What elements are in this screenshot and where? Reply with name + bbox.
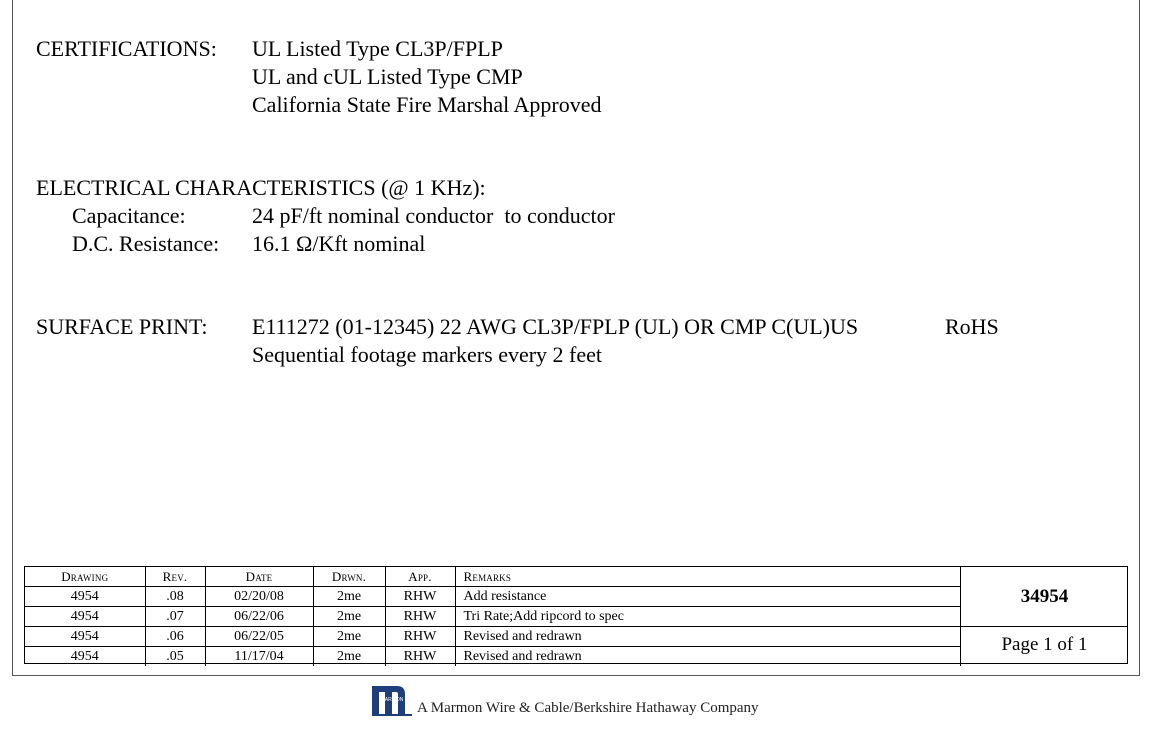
- cell-drawing: 4954: [25, 647, 145, 667]
- header-drwn: Drwn.: [313, 567, 385, 587]
- certification-item: California State Fire Marshal Approved: [252, 92, 602, 117]
- table-row: [25, 607, 961, 627]
- cell-date: 11/17/04: [205, 647, 313, 667]
- cell-remarks: Revised and redrawn: [455, 627, 961, 647]
- cell-rev: .06: [145, 627, 205, 647]
- certifications-label: CERTIFICATIONS:: [36, 36, 217, 61]
- resistance-label: D.C. Resistance:: [72, 231, 220, 256]
- cell-app: RHW: [385, 647, 455, 667]
- title-block: [960, 567, 1128, 663]
- company-tagline: A Marmon Wire & Cable/Berkshire Hathaway Company: [417, 700, 759, 716]
- header-date: Date: [205, 567, 313, 587]
- cell-drwn: 2me: [313, 647, 385, 667]
- cell-date: 06/22/05: [205, 627, 313, 647]
- capacitance-label: Capacitance:: [72, 203, 186, 228]
- revision-block: [24, 566, 1128, 664]
- revision-header-row: [25, 567, 961, 587]
- cell-date: 02/20/08: [205, 587, 313, 607]
- surface-print-line2: Sequential footage markers every 2 feet: [252, 342, 603, 367]
- cell-rev: .07: [145, 607, 205, 627]
- cell-remarks: Add resistance: [455, 587, 961, 607]
- cell-app: RHW: [385, 587, 455, 607]
- certification-item: UL Listed Type CL3P/FPLP: [252, 36, 503, 61]
- surface-print-label: SURFACE PRINT:: [36, 314, 208, 339]
- header-rev: Rev.: [145, 567, 205, 587]
- header-remarks: Remarks: [455, 567, 961, 587]
- drawing-number: 34954: [961, 567, 1128, 627]
- page-indicator: Page 1 of 1: [1001, 633, 1088, 655]
- cell-drwn: 2me: [313, 587, 385, 607]
- cell-remarks: Revised and redrawn: [455, 647, 961, 667]
- header-app: App.: [385, 567, 455, 587]
- logo-text: MARMON: [380, 697, 404, 703]
- table-row: [25, 587, 961, 607]
- cell-rev: .08: [145, 587, 205, 607]
- cell-drwn: 2me: [313, 627, 385, 647]
- capacitance-value: 24 pF/ft nominal conductor to conductor: [252, 203, 615, 228]
- certification-item: UL and cUL Listed Type CMP: [252, 64, 523, 89]
- cell-remarks: Tri Rate;Add ripcord to spec: [455, 607, 961, 627]
- cell-app: RHW: [385, 627, 455, 647]
- cell-rev: .05: [145, 647, 205, 667]
- rohs-mark: RoHS: [945, 314, 999, 339]
- electrical-heading: ELECTRICAL CHARACTERISTICS (@ 1 KHz):: [36, 175, 486, 200]
- header-drawing: Drawing: [25, 567, 145, 587]
- revision-table: [25, 567, 961, 666]
- cell-app: RHW: [385, 607, 455, 627]
- table-row: [25, 627, 961, 647]
- cell-drawing: 4954: [25, 627, 145, 647]
- cell-drawing: 4954: [25, 607, 145, 627]
- cell-drwn: 2me: [313, 607, 385, 627]
- table-row: [25, 647, 961, 667]
- cell-date: 06/22/06: [205, 607, 313, 627]
- cell-drawing: 4954: [25, 587, 145, 607]
- surface-print-line1: E111272 (01-12345) 22 AWG CL3P/FPLP (UL) OR CMP C(UL)US: [252, 314, 859, 339]
- resistance-value: 16.1 Ω/Kft nominal: [252, 231, 426, 256]
- footer: [371, 682, 759, 718]
- marmon-logo-icon: [371, 684, 413, 718]
